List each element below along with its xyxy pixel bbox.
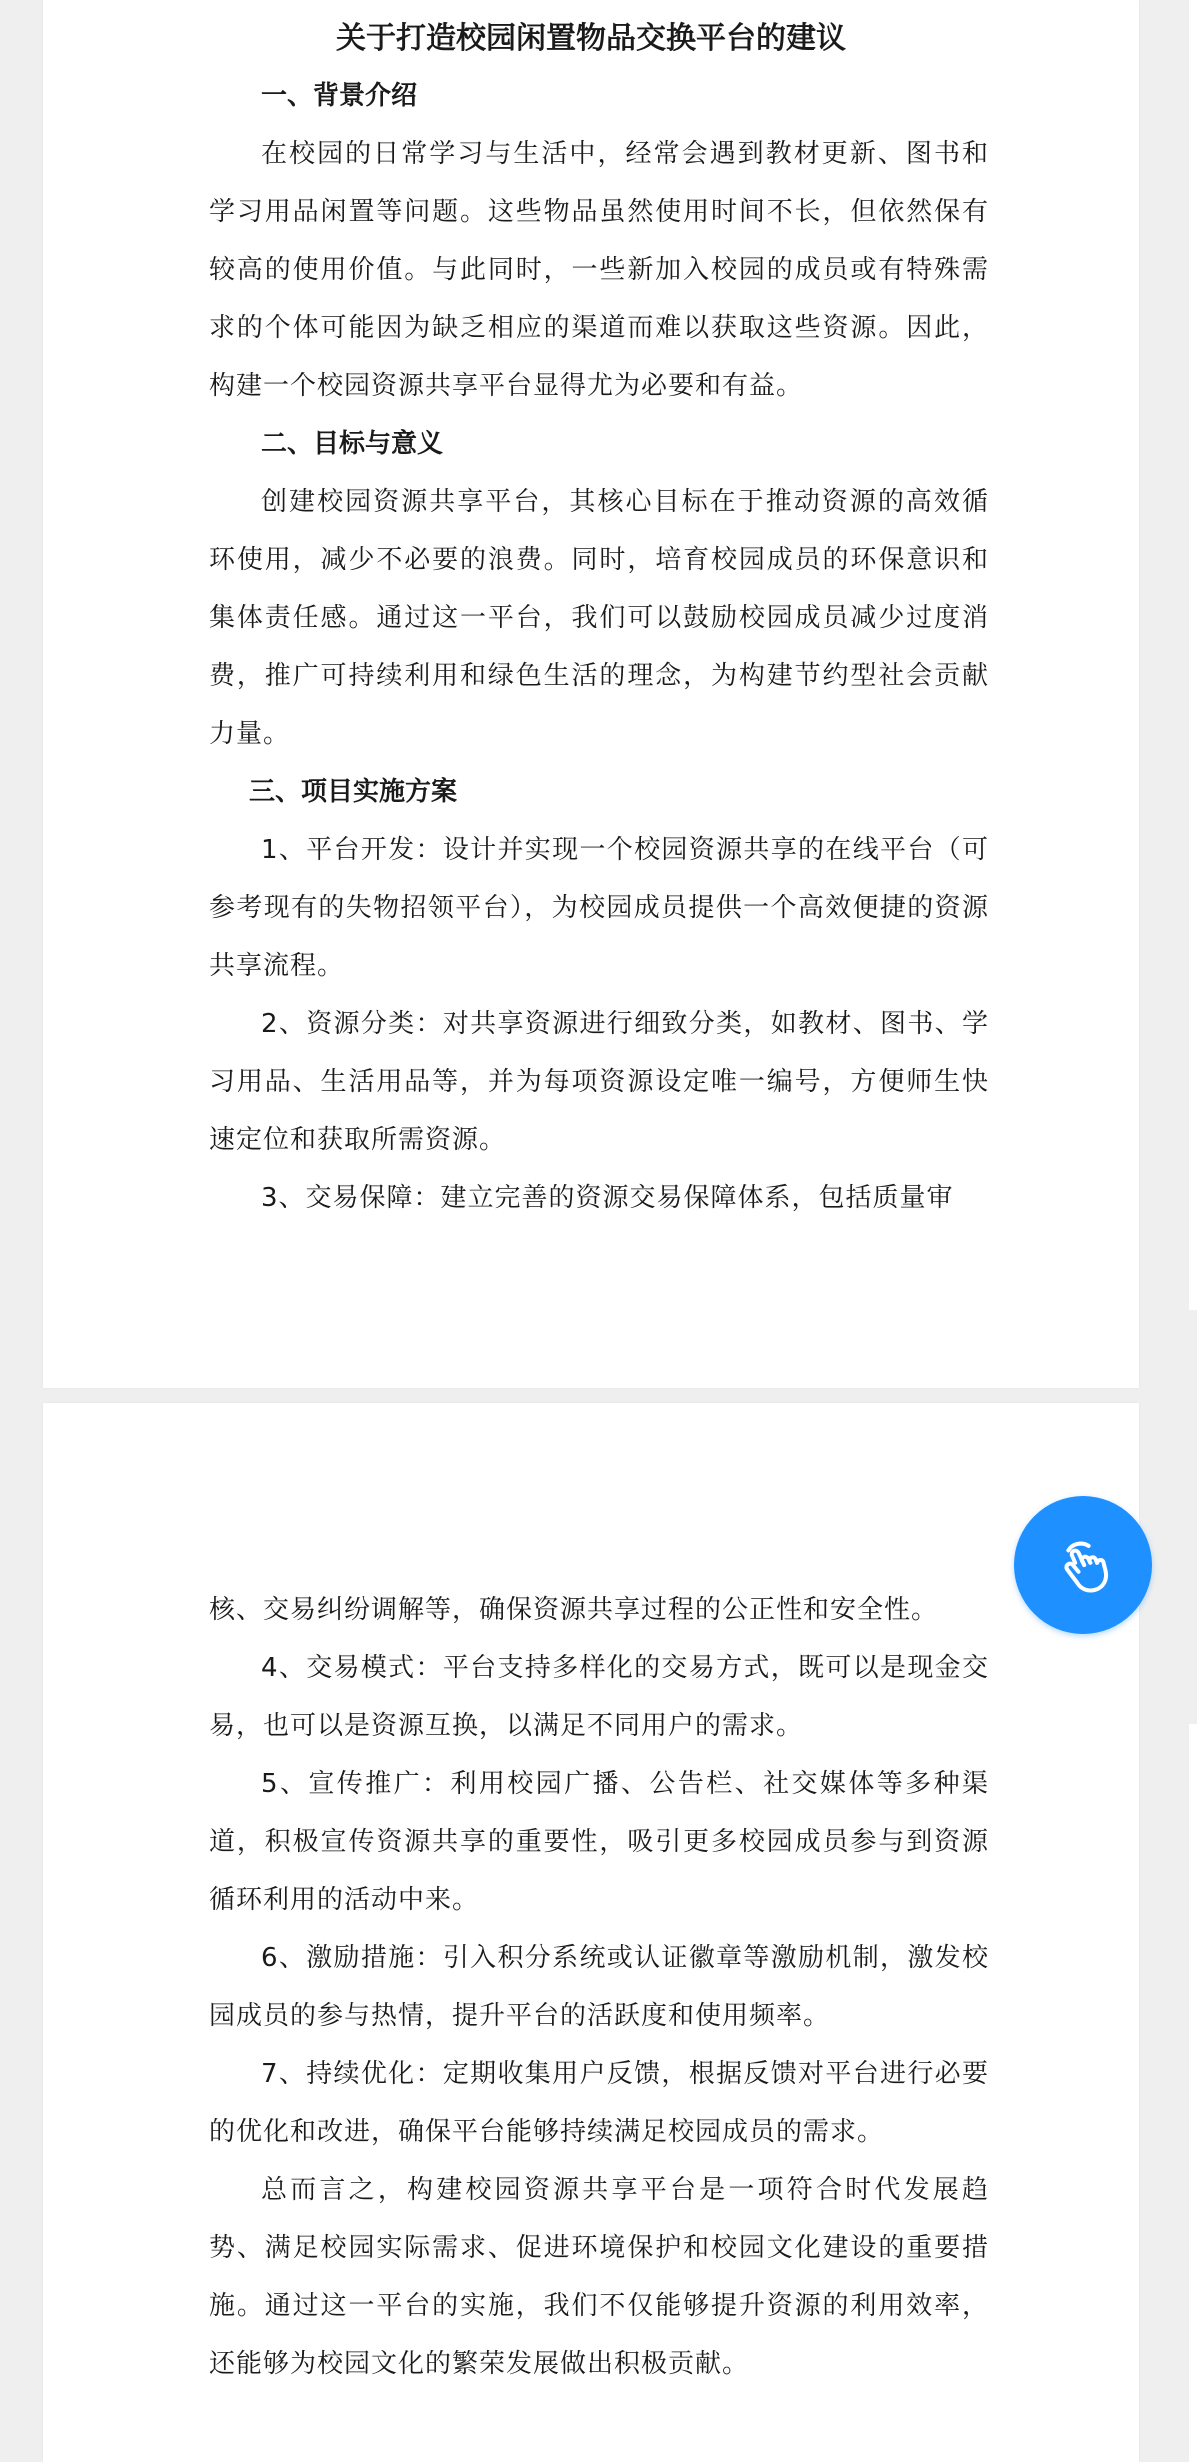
plan-item-7: 7、持续优化：定期收集用户反馈，根据反馈对平台进行必要的优化和改进，确保平台能够持续满足校园成员的需求。 (209, 2059, 989, 2147)
document-page-1 (43, 0, 1139, 1388)
plan-item-3-part-1: 3、交易保障：建立完善的资源交易保障体系，包括质量审 (261, 1183, 954, 1213)
adjacent-page-edge (1189, 1724, 1197, 2462)
plan-item-2: 2、资源分类：对共享资源进行细致分类，如教材、图书、学习用品、生活用品等，并为每项资源设定唯一编号，方便师生快速定位和获取所需资源。 (209, 1009, 989, 1155)
conclusion-paragraph: 总而言之，构建校园资源共享平台是一项符合时代发展趋势、满足校园实际需求、促进环境保护和校园文化建设的重要措施。通过这一平台的实施，我们不仅能够提升资源的利用效率，还能够为校园文化的繁荣发展做出积极贡献。 (209, 2175, 989, 2379)
tap-hand-icon (1047, 1529, 1119, 1601)
plan-item-6: 6、激励措施：引入积分系统或认证徽章等激励机制，激发校园成员的参与热情，提升平台的活跃度和使用频率。 (209, 1943, 989, 2031)
adjacent-page-edge (1189, 0, 1197, 1310)
section-heading-background: 一、背景介绍 (261, 81, 418, 111)
paragraph-background: 在校园的日常学习与生活中，经常会遇到教材更新、图书和学习用品闲置等问题。这些物品虽然使用时间不长，但依然保有较高的使用价值。与此同时，一些新加入校园的成员或有特殊需求的个体可能因为缺乏相应的渠道而难以获取这些资源。因此，构建一个校园资源共享平台显得尤为必要和有益。 (209, 139, 989, 401)
section-heading-goals: 二、目标与意义 (261, 429, 444, 459)
page-2-content (209, 1581, 989, 2393)
document-page-2 (43, 1403, 1139, 2462)
plan-item-4: 4、交易模式：平台支持多样化的交易方式，既可以是现金交易，也可以是资源互换，以满足不同用户的需求。 (209, 1653, 989, 1741)
page-1-content (209, 67, 989, 1227)
document-title: 关于打造校园闲置物品交换平台的建议 (336, 21, 846, 56)
paragraph-goals: 创建校园资源共享平台，其核心目标在于推动资源的高效循环使用，减少不必要的浪费。同时，培育校园成员的环保意识和集体责任感。通过这一平台，我们可以鼓励校园成员减少过度消费，推广可持续利用和绿色生活的理念，为构建节约型社会贡献力量。 (209, 487, 989, 749)
floating-action-button[interactable] (1014, 1496, 1152, 1634)
plan-item-3-part-2: 核、交易纠纷调解等，确保资源共享过程的公正性和安全性。 (209, 1595, 939, 1625)
plan-item-5: 5、宣传推广：利用校园广播、公告栏、社交媒体等多种渠道，积极宣传资源共享的重要性，吸引更多校园成员参与到资源循环利用的活动中来。 (209, 1769, 989, 1915)
plan-item-1: 1、平台开发：设计并实现一个校园资源共享的在线平台（可参考现有的失物招领平台），为校园成员提供一个高效便捷的资源共享流程。 (209, 835, 989, 981)
section-heading-plan: 三、项目实施方案 (249, 777, 458, 807)
